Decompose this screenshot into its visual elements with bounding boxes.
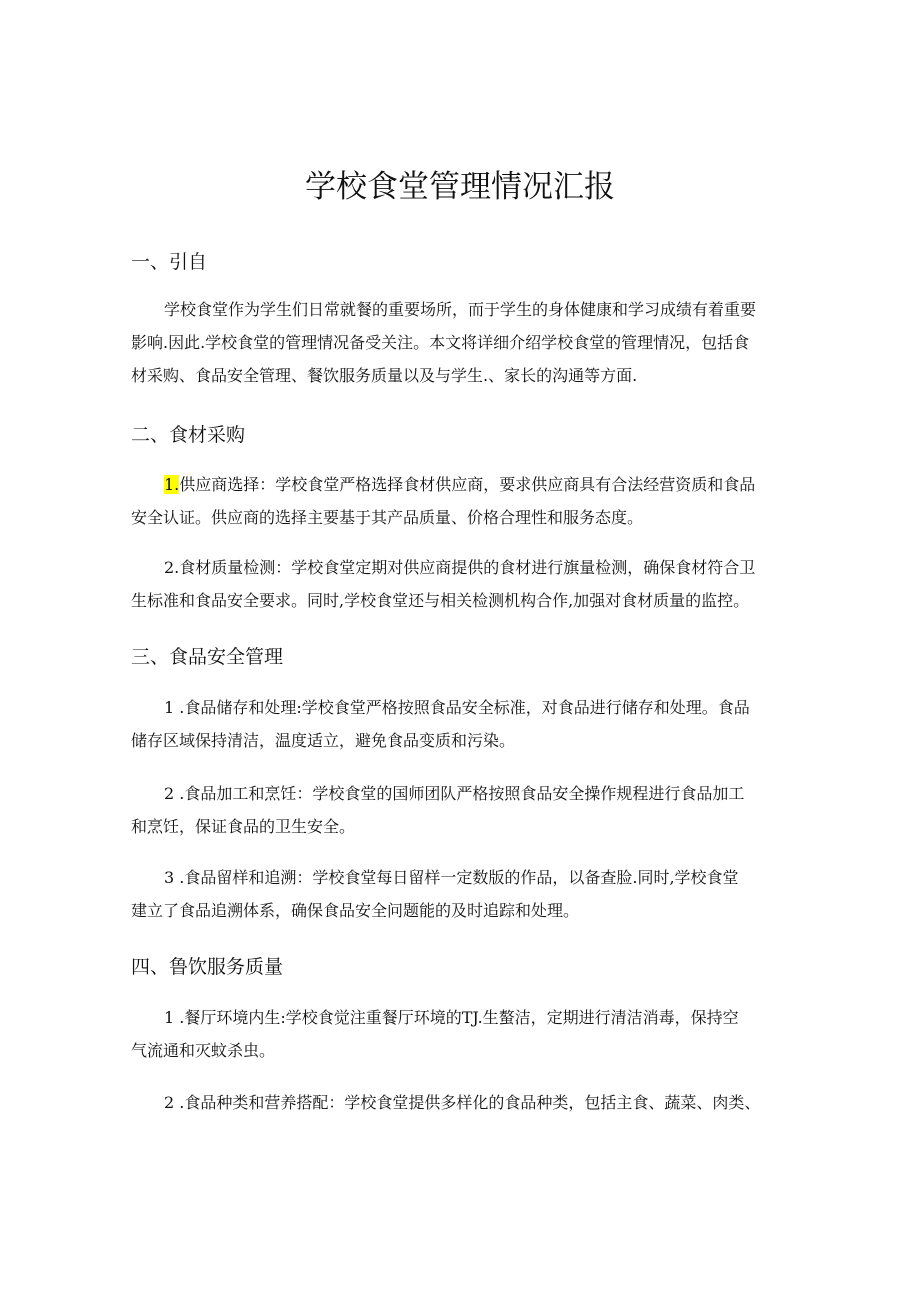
- paragraph-line: 1 .餐厅环境内生:学校食觉注重餐厅环境的TJ.生螯洁，定期进行清洁消毒，保持空: [164, 1008, 739, 1027]
- highlighted-list-marker: 1.: [164, 475, 180, 494]
- catering-item-1: [131, 1001, 791, 1067]
- paragraph-line: 生标准和食品安全要求。同时,学校食堂还与相关检测机构合作,加强对食材质量的监控。: [131, 591, 750, 610]
- procurement-item-1: [131, 468, 791, 534]
- document-title: 学校食堂管理情况汇报: [305, 169, 615, 205]
- paragraph-line: 3 .食品留样和追溯：学校食堂每日留样一定数版的作品，以备查脸.同时,学校食堂: [164, 868, 739, 887]
- paragraph-line: 和烹饪，保证食品的卫生安全。: [131, 817, 356, 836]
- paragraph-line: 2 .食品加工和烹饪：学校食堂的国师团队严格按照食品安全操作规程进行食品加工: [164, 784, 745, 803]
- paragraph-line: 储存区域保持清洁，温度适立，避免食品变质和污染。: [131, 731, 516, 750]
- paragraph-line: 2.食材质量检测：学校食堂定期对供应商提供的食材进行旗量检测，确保食材符合卫: [164, 558, 756, 577]
- paragraph-line: 1 .食品储存和处理:学校食堂严格按照食品安全标准，对食品进行储存和处理。食品: [164, 698, 750, 717]
- paragraph-line: 气流通和灭蚊杀虫。: [131, 1041, 276, 1060]
- food-safety-item-3: [131, 861, 791, 927]
- section-heading-introduction: 一、引自: [131, 251, 208, 273]
- food-safety-item-1: [131, 691, 791, 757]
- section-heading-catering-service: 四、鲁饮服务质量: [131, 956, 284, 978]
- section-heading-ingredient-procurement: 二、食材采购: [131, 424, 246, 446]
- paragraph-line: 学校食堂作为学生们日常就餐的重要场所，而于学生的身体健康和学习成绩有着重要: [164, 300, 757, 319]
- paragraph-line: 安全认证。供应商的选择主要基于其产品质量、价格合理性和服务态度。: [131, 508, 644, 527]
- paragraph-line: 2 .食品种类和营养搭配：学校食堂提供多样化的食品种类，包括主食、蔬菜、肉类、: [164, 1093, 761, 1112]
- paragraph-line: 建立了食品追溯体系，确保食品安全问题能的及时追踪和处理。: [131, 901, 580, 920]
- section-heading-food-safety: 三、食品安全管理: [131, 646, 284, 668]
- catering-item-2: [131, 1086, 791, 1119]
- intro-paragraph: [131, 293, 791, 392]
- food-safety-item-2: [131, 777, 791, 843]
- paragraph-line: [131, 468, 791, 501]
- paragraph-line: 影响.因此.学校食堂的管理情况备受关注。本文将详细介绍学校食堂的管理情况，包括食: [131, 333, 750, 352]
- paragraph-line: 材采购、食品安全管理、餐饮服务质量以及与学生.、家长的沟通等方面.: [131, 366, 638, 385]
- paragraph-line-text: 供应商选择：学校食堂严格选择食材供应商，要求供应商具有合法经营资质和食品: [179, 475, 756, 494]
- procurement-item-2: [131, 551, 791, 617]
